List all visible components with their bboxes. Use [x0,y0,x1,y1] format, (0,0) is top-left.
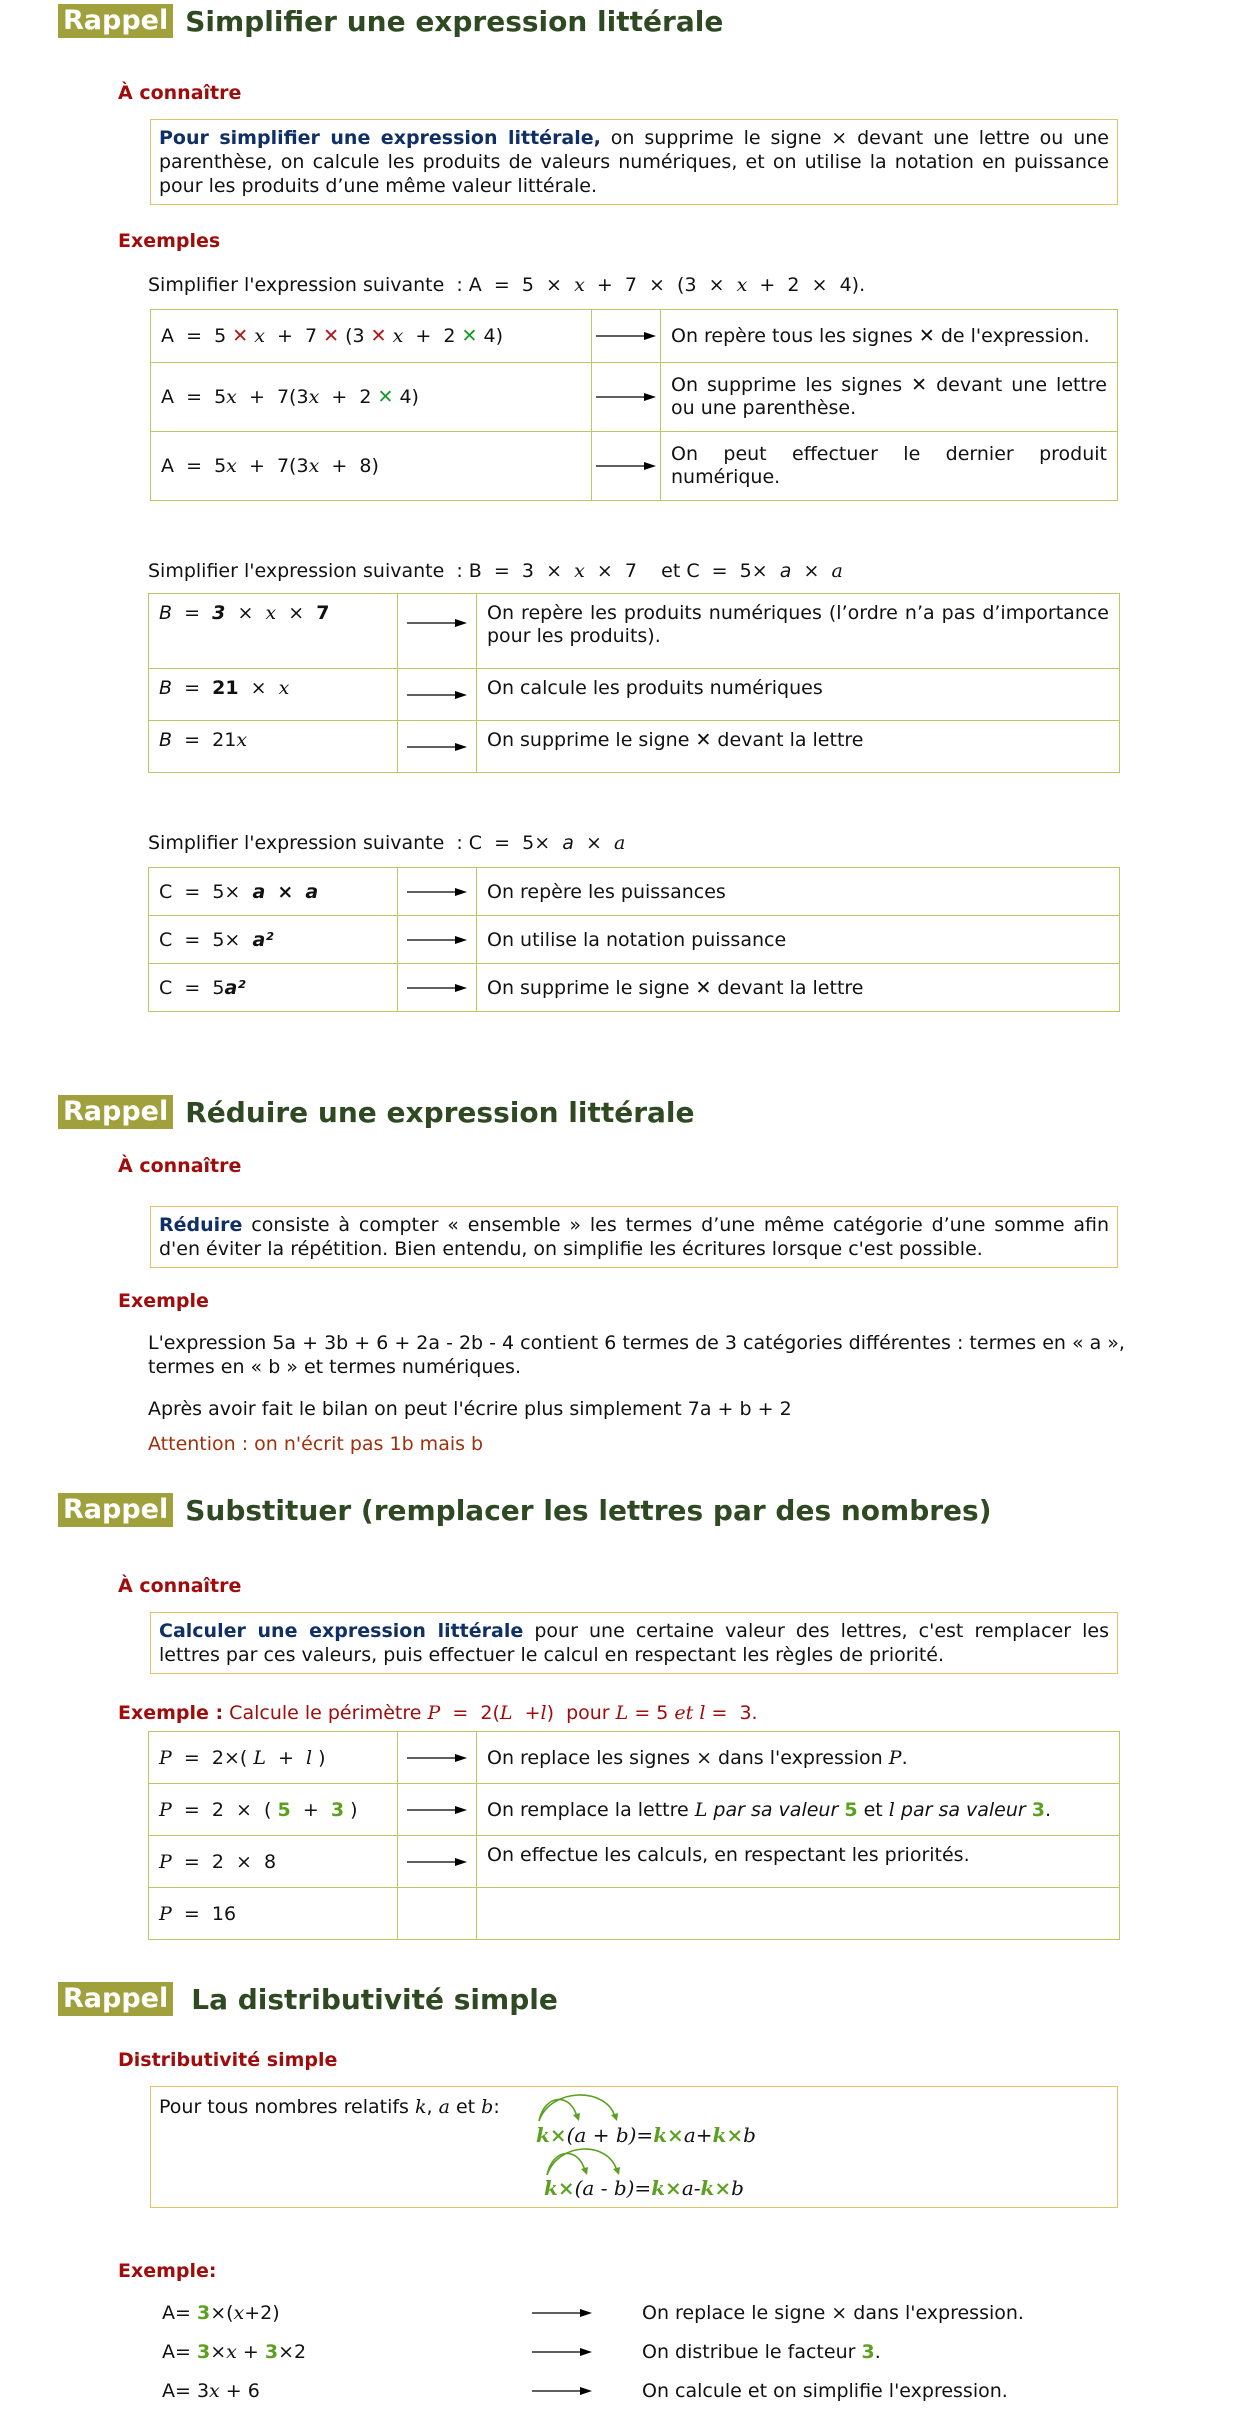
expression-cell: P = 2 × 8 [149,1836,398,1888]
table-row [149,964,1120,1012]
table-row [149,868,1120,916]
subheading-a-connaitre: À connaître [118,1575,242,1597]
subheading-exemple: Exemple [118,1290,209,1312]
expression-cell: B = 21x [149,721,398,773]
explanation-text: On remplace la lettre [487,1798,695,1821]
explanation-text: On replace les signes × dans l'expression [487,1746,889,1769]
section-title: Réduire une expression littérale [185,1095,695,1129]
explanation-cell: On remplace la lettre L par sa valeur 5 et l par sa valeur 3. [477,1784,1120,1836]
section-header-simplifier [58,4,723,38]
rappel-badge: Rappel [58,1095,173,1129]
definition-keyword: Réduire [159,1214,243,1236]
definition-text: on supprime le signe × devant une lettre ou une parenthèse, on calcule les produits de valeurs numériques, et on utilise la notation en puissance pour les produits d’une même valeur littérale. [159,127,1109,197]
explanation-text: par sa valeur [894,1798,1032,1821]
arrow-icon [398,1784,477,1836]
section-header-distributivite [58,1982,558,2016]
distrib-step-1-explanation: On replace le signe × dans l'expression. [642,2302,1024,2324]
distributivity-formula-difference: k×(a - b)=k×a-k×b [544,2176,744,2200]
example-text: Calcule le périmètre [223,1702,428,1724]
explanation-cell: On utilise la notation puissance [477,916,1120,964]
definition-text: pour une certaine valeur des lettres, c'est remplacer les lettres par ces valeurs, puis effectuer le calcul en respectant les règles de priorité. [159,1620,1109,1666]
expression-cell: P = 2×( L + l ) [149,1732,398,1784]
empty-cell [398,1888,477,1940]
table-row [149,1888,1120,1940]
distributivity-intro: Pour tous nombres relatifs k, a et b: [159,2096,500,2118]
explanation-cell: On supprime le signe ✕ devant la lettre [477,964,1120,1012]
definition-text: consiste à compter « ensemble » les termes d’une même catégorie d’une somme afin d'en éviter la répétition. Bien entendu, on simplifie les écritures lorsque c'est possible. [159,1214,1109,1260]
distrib-step-3-explanation: On calcule et on simplifie l'expression. [642,2380,1008,2402]
arrow-icon [398,916,477,964]
table-row [149,1784,1120,1836]
definition-box [150,1206,1118,1268]
substitution-table [148,1731,1120,1940]
factor-value: 3 [861,2341,875,2363]
expression-cell: B = 21 × x [149,669,398,721]
explanation-cell: On supprime les signes ✕ devant une lettre ou une parenthèse. [661,363,1118,432]
expression-cell: A = 5x + 7(3x + 2 ✕ 4) [151,363,592,432]
example3-intro: Simplifier l'expression suivante : C = 5× a × a [148,832,626,854]
arrow-icon [398,1836,477,1888]
rappel-badge: Rappel [58,4,173,38]
table-row [151,363,1118,432]
section-title: La distributivité simple [191,1982,558,2016]
definition-keyword: Calculer une expression littérale [159,1620,524,1642]
example-label: Exemple : [118,1702,224,1724]
distrib-step-2: A= 3×x + 3×2 [162,2341,307,2363]
example2-intro: Simplifier l'expression suivante : B = 3 × x × 7 et C = 5× a × a [148,560,843,582]
explanation-cell: On supprime le signe ✕ devant la lettre [477,721,1120,773]
arrow-icon [398,594,477,669]
distrib-step-3: A= 3x + 6 [162,2380,260,2402]
example3-table [148,867,1120,1012]
expression-cell: P = 16 [149,1888,398,1940]
subheading-distributivite-simple: Distributivité simple [118,2049,338,2071]
expression-cell: A = 5 ✕ x + 7 ✕ (3 ✕ x + 2 ✕ 4) [151,310,592,363]
explanation-cell: On calcule les produits numériques [477,669,1120,721]
explanation-text: par sa valeur [707,1798,845,1821]
explanation-cell: On repère les puissances [477,868,1120,916]
definition-box [150,1612,1118,1674]
rappel-badge: Rappel [58,1982,173,2016]
result-value: 16 [211,1902,237,1925]
explanation-cell: On effectue les calculs, en respectant les priorités. [477,1836,1120,1888]
table-row [151,432,1118,501]
distrib-step-1: A= 3×(x+2) [162,2302,280,2324]
subheading-a-connaitre: À connaître [118,82,242,104]
expression-cell: A = 5x + 7(3x + 8) [151,432,592,501]
table-row [149,594,1120,669]
explanation-cell: On repère tous les signes ✕ de l'expression. [661,310,1118,363]
reduire-paragraph-1: L'expression 5a + 3b + 6 + 2a - 2b - 4 contient 6 termes de 3 catégories différentes : termes en « a », termes en « b » et termes numériques. [148,1332,1125,1378]
example1-intro: Simplifier l'expression suivante : A = 5 × x + 7 × (3 × x + 2 × 4). [148,274,866,296]
table-row [151,310,1118,363]
arrow-icon [398,1732,477,1784]
arrow-icon [592,432,661,501]
explanation-text: et [857,1798,889,1821]
arrow-icon [398,721,477,773]
subheading-exemples: Exemples [118,230,221,252]
definition-box [150,119,1118,205]
distribution-arc-icon [539,2147,639,2179]
section-header-substituer [58,1493,992,1527]
section-header-reduire [58,1095,695,1129]
distributivity-formula-sum: k×(a + b)=k×a+k×b [536,2123,756,2147]
arrow-icon [592,363,661,432]
attention-note: Attention : on n'écrit pas 1b mais b [148,1433,484,1455]
arrow-icon [398,964,477,1012]
arrow-icon [532,2307,592,2319]
expression-cell: C = 5× a × a [149,868,398,916]
table-row [149,1732,1120,1784]
arrow-icon [398,868,477,916]
explanation-cell: On repère les produits numériques (l’ordre n’a pas d’importance pour les produits). [477,594,1120,669]
arrow-icon [592,310,661,363]
arrow-icon [532,2385,592,2397]
substitution-example-heading: Exemple : Calcule le périmètre P = 2(L +l) pour L = 5 et l = 3. [118,1702,758,1724]
table-row [149,721,1120,773]
arrow-icon [532,2346,592,2358]
explanation-text: On distribue le facteur [642,2341,862,2363]
expression-cell: B = 3 × x × 7 [149,594,398,669]
intro-text: Pour tous nombres relatifs [159,2096,415,2118]
arrow-icon [398,669,477,721]
example2-table [148,593,1120,773]
expression-cell: C = 5a² [149,964,398,1012]
distributivity-box [150,2086,1118,2208]
explanation-cell: On replace les signes × dans l'expression P. [477,1732,1120,1784]
subheading-exemple: Exemple: [118,2260,217,2282]
table-row [149,916,1120,964]
example1-table [150,309,1118,501]
rappel-badge: Rappel [58,1493,173,1527]
distribution-arc-icon [531,2093,631,2125]
section-title: Substituer (remplacer les lettres par des nombres) [185,1493,992,1527]
expression-cell: P = 2 × ( 5 + 3 ) [149,1784,398,1836]
empty-cell [477,1888,1120,1940]
subheading-a-connaitre: À connaître [118,1155,242,1177]
reduire-paragraph-2: Après avoir fait le bilan on peut l'écrire plus simplement 7a + b + 2 [148,1398,792,1420]
expression-cell: C = 5× a² [149,916,398,964]
distrib-step-2-explanation: On distribue le facteur 3. [642,2341,881,2363]
table-row [149,1836,1120,1888]
section-title: Simplifier une expression littérale [185,4,724,38]
table-row [149,669,1120,721]
definition-keyword: Pour simplifier une expression littérale, [159,127,601,149]
explanation-cell: On peut effectuer le dernier produit numérique. [661,432,1118,501]
